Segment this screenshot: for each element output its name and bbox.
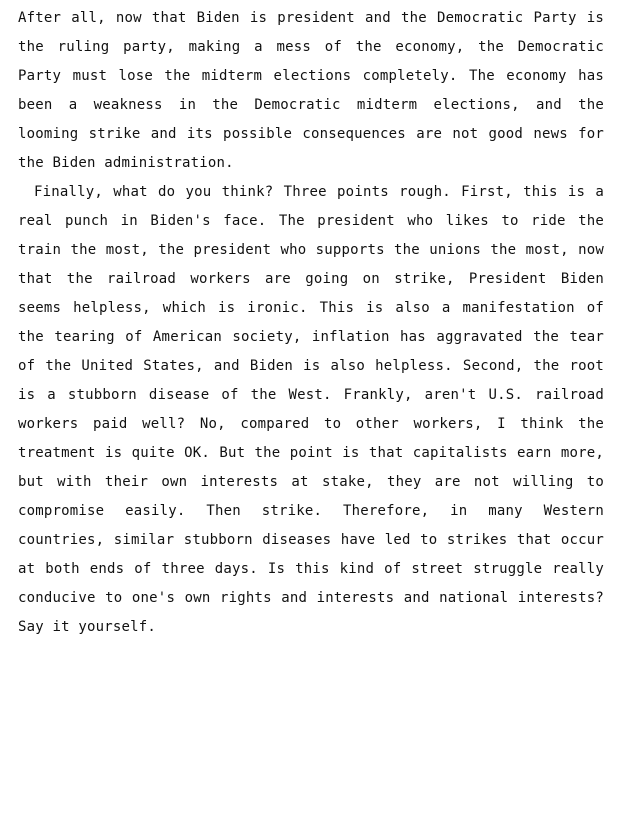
document-body (18, 4, 604, 642)
paragraph-2: Finally, what do you think? Three points rough. First, this is a real punch in Biden's face. The president who likes to ride the train the most, the president who supports the unions the most, now that the railroad workers are going on strike, President Biden seems helpless, which is ironic. This is also a manifestation of the tearing of American society, inflation has aggravated the tear of the United States, and Biden is also helpless. Second, the root is a stubborn disease of the West. Frankly, aren't U.S. railroad workers paid well? No, compared to other workers, I think the treatment is quite OK. But the point is that capitalists earn more, but with their own interests at stake, they are not willing to compromise easily. Then strike. Therefore, in many Western countries, similar stubborn diseases have led to strikes that occur at both ends of three days. Is this kind of street struggle really conducive to one's own rights and interests and national interests? Say it yourself. (18, 184, 604, 635)
paragraph-1: After all, now that Biden is president and the Democratic Party is the ruling party, making a mess of the economy, the Democratic Party must lose the midterm elections completely. The economy has been a weakness in the Democratic midterm elections, and the looming strike and its possible consequences are not good news for the Biden administration. (18, 10, 604, 171)
